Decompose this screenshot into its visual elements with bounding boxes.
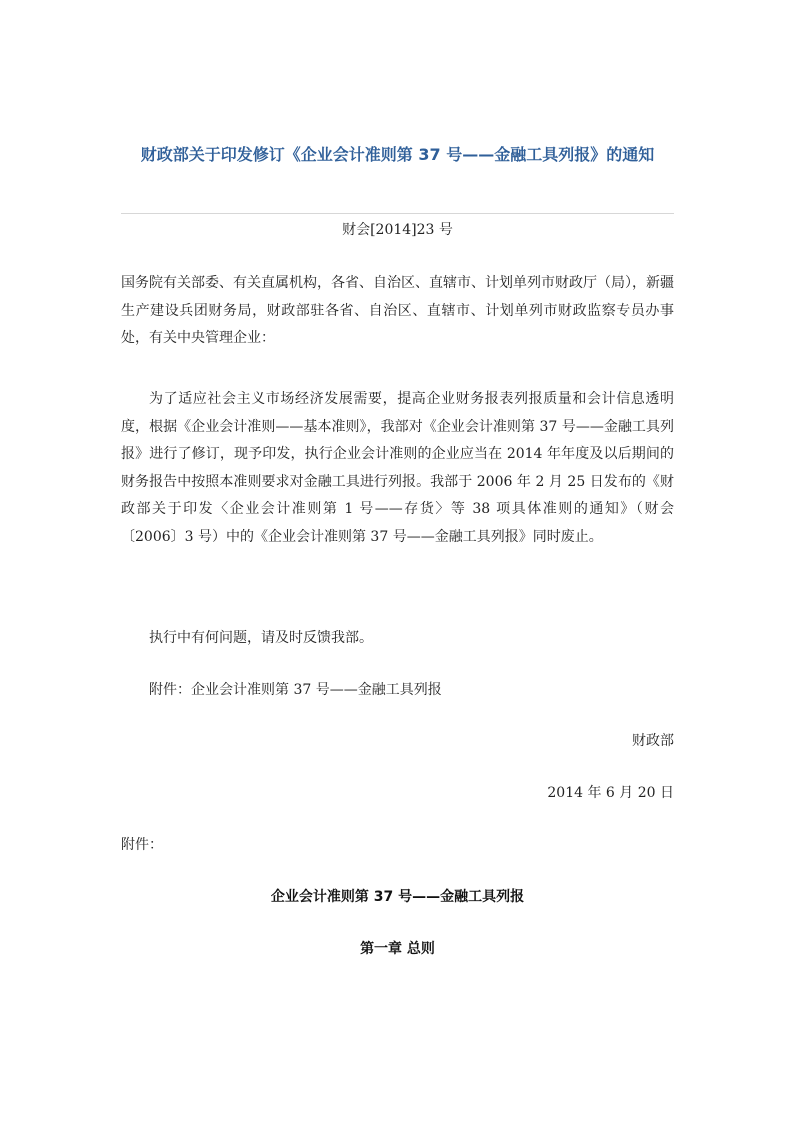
- document-title: 财政部关于印发修订《企业会计准则第 37 号——金融工具列报》的通知: [140, 145, 655, 164]
- addressee-paragraph: 国务院有关部委、有关直属机构，各省、自治区、直辖市、计划单列市财政厅（局），新疆生产建设兵团财务局，财政部驻各省、自治区、直辖市、计划单列市财政监察专员办事处，有关中央管理企业：: [121, 275, 674, 346]
- standard-title: 企业会计准则第 37 号——金融工具列报: [270, 889, 525, 905]
- feedback-paragraph: 执行中有何问题，请及时反馈我部。: [149, 630, 373, 646]
- signature-date: 2014 年 6 月 20 日: [547, 785, 674, 801]
- attachment-label: 附件：: [121, 837, 163, 853]
- attachment-note: 附件：企业会计准则第 37 号——金融工具列报: [149, 682, 442, 698]
- document-number: 财会[2014]23 号: [342, 222, 453, 238]
- body-paragraph: 为了适应社会主义市场经济发展需要，提高企业财务报表列报质量和会计信息透明度，根据《企业会计准则——基本准则》，我部对《企业会计准则第 37 号——金融工具列报》进行了修订，现予印发，执行企业会计准则的企业应当在 2014 年年度及以后期间的财务报告中按照本准则要求对金融工具进行列报。我部于 2006 年 2 月 25 日发布的《财政部关于印发〈企业会计准则第 1 号——存货〉等 38 项具体准则的通知》（财会〔2006〕3 号）中的《企业会计准则第 37 号——金融工具列报》同时废止。: [121, 391, 674, 545]
- signer: 财政部: [632, 733, 674, 749]
- chapter-title: 第一章 总则: [360, 941, 435, 957]
- title-divider: [121, 213, 674, 214]
